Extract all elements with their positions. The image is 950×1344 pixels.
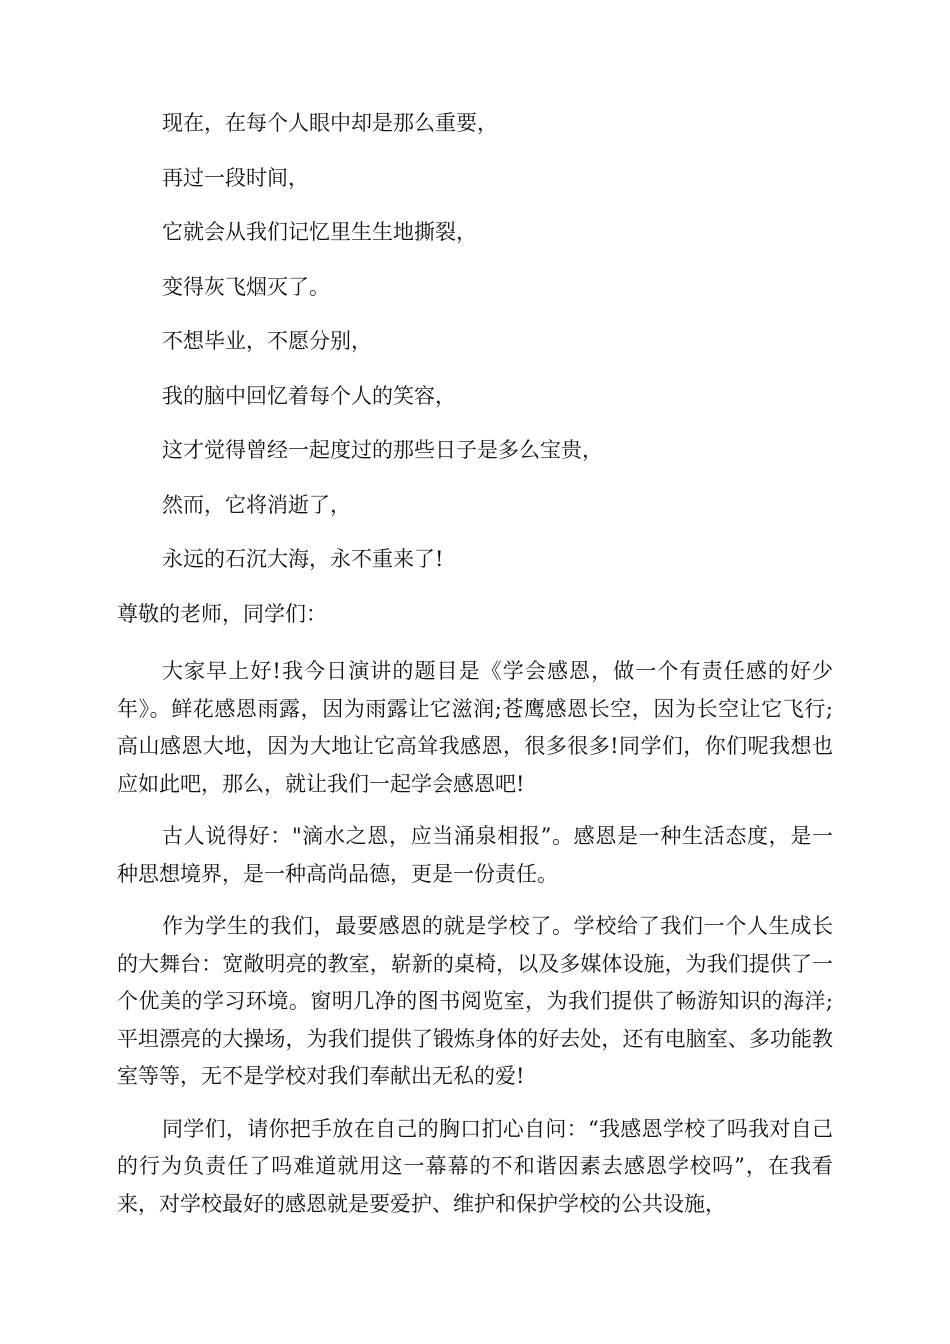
speech-greeting: 尊敬的老师，同学们： [117,602,327,626]
poem-line: 变得灰飞烟灭了。 [162,274,330,299]
poem-line: 现在，在每个人眼中却是那么重要， [162,111,498,135]
poem-line: 然而，它将消逝了， [162,492,351,517]
poem-line: 不想毕业，不愿分别， [162,329,372,353]
speech-body [117,653,833,1238]
paragraph: 同学们，请你把手放在自己的胸口扪心自问：“我感恩学校了吗我对自己的行为负责任了吗难道就用这一幕幕的不和谐因素去感恩学校吗”，在我看来，对学校最好的感恩就是要爱护、维护和保护学校的公共设施， [117,1116,833,1216]
poem-line: 这才觉得曾经一起度过的那些日子是多么宝贵， [162,438,603,462]
poem-line: 再过一段时间， [162,165,309,190]
poem-line: 永远的石沉大海，永不重来了! [162,547,444,571]
paragraph: 大家早上好!我今日演讲的题目是《学会感恩，做一个有责任感的好少年》。鲜花感恩雨露，因为雨露让它滋润;苍鹰感恩长空，因为长空让它飞行;高山感恩大地，因为大地让它高耸我感恩，很多很多!同学们，你们呢我想也应如此吧，那么，就让我们一起学会感恩吧! [117,659,833,796]
paragraph: 作为学生的我们，最要感恩的就是学校了。学校给了我们一个人生成长的大舞台：宽敞明亮的教室，崭新的桌椅，以及多媒体设施，为我们提供了一个优美的学习环境。窗明几净的图书阅览室，为我们提供了畅游知识的海洋;平坦漂亮的大操场，为我们提供了锻炼身体的好去处，还有电脑室、多功能教室等等，无不是学校对我们奉献出无私的爱! [117,914,833,1088]
paragraph: 古人说得好："滴水之恩，应当涌泉相报”。感恩是一种生活态度，是一种思想境界，是一种高尚品德，更是一份责任。 [117,824,833,886]
poem-line: 我的脑中回忆着每个人的笑容， [162,383,456,408]
poem-line: 它就会从我们记忆里生生地撕裂， [162,220,477,244]
poem-block [162,110,862,601]
